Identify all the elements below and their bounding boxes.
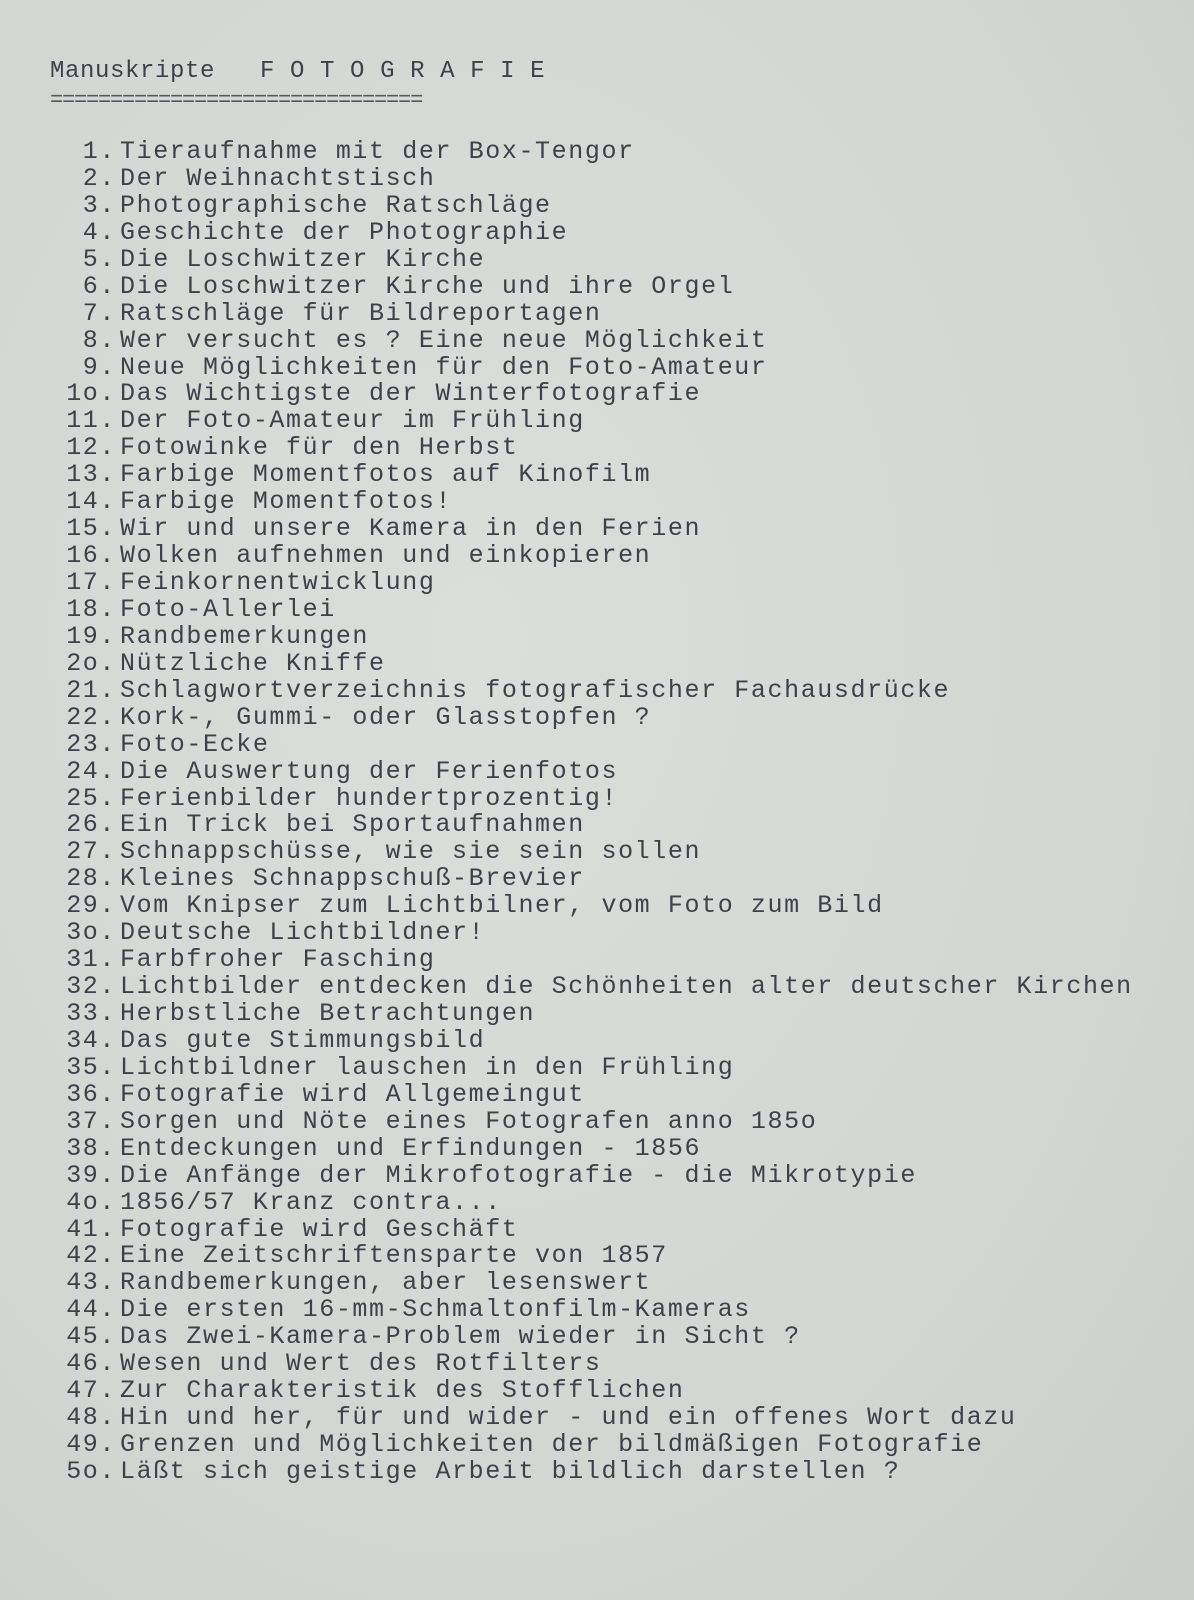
item-title: Fotografie wird Geschäft — [120, 1214, 519, 1244]
double-underline: =============================== — [50, 88, 423, 113]
item-number: 19. — [66, 621, 116, 651]
item-title: Hin und her, für und wider - und ein offenes Wort dazu — [120, 1403, 1017, 1433]
item-number: 14. — [66, 487, 116, 517]
item-number: 39. — [66, 1160, 116, 1190]
item-number: 24. — [66, 756, 116, 786]
item-number: 17. — [66, 568, 116, 597]
list-item — [48, 298, 1133, 328]
list-item — [48, 893, 1133, 920]
item-title: 1856/57 Kranz contra... — [120, 1187, 502, 1217]
item-title: Das gute Stimmungsbild — [120, 1025, 486, 1055]
item-number: 47. — [66, 1376, 116, 1406]
item-title: Ratschläge für Bildreportagen — [120, 298, 602, 328]
item-title: Farbfroher Fasching — [120, 945, 436, 975]
item-title: Feinkornentwicklung — [120, 568, 436, 597]
item-title: Das Zwei-Kamera-Problem wieder in Sicht ? — [120, 1322, 801, 1352]
item-title: Deutsche Lichtbildner! — [120, 918, 486, 948]
heading-label: Manuskripte — [50, 58, 216, 85]
list-item — [48, 839, 1133, 866]
item-number: 11. — [66, 406, 116, 436]
list-item — [48, 1025, 1133, 1055]
item-number: 18. — [66, 594, 116, 624]
item-number: 32. — [66, 972, 116, 1002]
item-number: 22. — [66, 702, 116, 732]
list-item — [48, 812, 1133, 839]
item-number: 2o. — [66, 648, 116, 678]
list-item — [48, 1160, 1133, 1190]
item-number: 35. — [66, 1052, 116, 1082]
item-number: 42. — [66, 1241, 116, 1271]
list-item — [48, 675, 1133, 705]
item-number: 1. — [82, 137, 116, 166]
item-title: Ein Trick bei Sportaufnahmen — [120, 810, 585, 840]
item-title: Der Foto-Amateur im Frühling — [120, 406, 585, 436]
item-number: 7. — [82, 298, 116, 328]
item-number: 8. — [82, 325, 116, 355]
list-item — [48, 1324, 1133, 1351]
list-item — [48, 920, 1133, 947]
heading-title: F O T O G R A F I E — [260, 58, 546, 85]
list-item — [48, 217, 1133, 247]
item-title: Wer versucht es ? Eine neue Möglichkeit — [120, 325, 768, 355]
page-heading — [50, 58, 545, 85]
list-item — [48, 489, 1133, 516]
item-number: 12. — [66, 433, 116, 463]
item-title: Entdeckungen und Erfindungen - 1856 — [120, 1133, 702, 1163]
list-item — [48, 381, 1133, 408]
list-item — [48, 1214, 1133, 1244]
item-number: 3o. — [66, 918, 116, 948]
item-number: 31. — [66, 945, 116, 975]
list-item — [48, 435, 1133, 462]
item-number: 4. — [82, 217, 116, 247]
item-number: 44. — [66, 1295, 116, 1325]
item-title: Randbemerkungen — [120, 621, 370, 651]
list-item — [48, 1405, 1133, 1432]
item-title: Wir und unsere Kamera in den Ferien — [120, 514, 702, 544]
item-number: 2. — [82, 163, 116, 193]
item-title: Die Anfänge der Mikrofotografie - die Mikrotypie — [120, 1160, 917, 1190]
item-title: Randbemerkungen, aber lesenswert — [120, 1268, 652, 1298]
item-number: 36. — [66, 1079, 116, 1109]
item-title: Tieraufnahme mit der Box-Tengor — [120, 137, 635, 166]
item-number: 28. — [66, 864, 116, 894]
item-title: Neue Möglichkeiten für den Foto-Amateur — [120, 352, 768, 382]
item-number: 6. — [82, 271, 116, 301]
item-number: 9. — [82, 352, 116, 382]
item-number: 5o. — [66, 1456, 116, 1486]
item-number: 25. — [66, 783, 116, 813]
item-title: Schnappschüsse, wie sie sein sollen — [120, 837, 702, 867]
list-item — [48, 1133, 1133, 1163]
item-title: Zur Charakteristik des Stofflichen — [120, 1376, 685, 1406]
item-title: Wolken aufnehmen und einkopieren — [120, 541, 652, 571]
item-title: Vom Knipser zum Lichtbilner, vom Foto zum Bild — [120, 891, 884, 921]
list-item — [48, 163, 1133, 193]
item-title: Foto-Ecke — [120, 729, 270, 759]
item-title: Geschichte der Photographie — [120, 217, 569, 247]
list-item — [48, 570, 1133, 597]
list-item — [48, 543, 1133, 570]
list-item — [48, 244, 1133, 274]
item-number: 41. — [66, 1214, 116, 1244]
item-number: 27. — [66, 837, 116, 867]
item-title: Lichtbilder entdecken die Schönheiten alter deutscher Kirchen — [120, 972, 1133, 1002]
list-item — [48, 139, 1133, 166]
list-item — [48, 325, 1133, 355]
item-title: Das Wichtigste der Winterfotografie — [120, 379, 702, 409]
item-title: Wesen und Wert des Rotfilters — [120, 1349, 602, 1379]
list-item — [48, 621, 1133, 651]
item-title: Photographische Ratschläge — [120, 190, 552, 220]
item-title: Farbige Momentfotos! — [120, 487, 453, 517]
list-item — [48, 783, 1133, 813]
list-item — [48, 1456, 1133, 1486]
list-item — [48, 1378, 1133, 1405]
item-title: Grenzen und Möglichkeiten der bildmäßigen Fotografie — [120, 1430, 984, 1459]
item-title: Schlagwortverzeichnis fotografischer Fachausdrücke — [120, 675, 951, 705]
item-number: 15. — [66, 514, 116, 544]
item-number: 46. — [66, 1349, 116, 1379]
list-item — [48, 866, 1133, 893]
list-item — [48, 462, 1133, 489]
item-number: 48. — [66, 1403, 116, 1433]
item-number: 38. — [66, 1133, 116, 1163]
list-item — [48, 516, 1133, 543]
list-item — [48, 1432, 1133, 1459]
item-title: Nützliche Kniffe — [120, 648, 386, 678]
item-title: Der Weihnachtstisch — [120, 163, 436, 193]
item-title: Foto-Allerlei — [120, 594, 336, 624]
item-number: 26. — [66, 810, 116, 840]
item-number: 23. — [66, 729, 116, 759]
list-item — [48, 1351, 1133, 1378]
item-number: 45. — [66, 1322, 116, 1352]
item-number: 21. — [66, 675, 116, 705]
item-title: Ferienbilder hundertprozentig! — [120, 783, 619, 813]
item-number: 5. — [82, 244, 116, 274]
list-item — [48, 1052, 1133, 1082]
list-item — [48, 974, 1133, 1001]
item-title: Fotowinke für den Herbst — [120, 433, 519, 463]
item-title: Herbstliche Betrachtungen — [120, 999, 536, 1028]
item-number: 49. — [66, 1430, 116, 1459]
list-item — [48, 1270, 1133, 1297]
list-item — [48, 648, 1133, 678]
list-item — [48, 756, 1133, 786]
list-item — [48, 352, 1133, 382]
item-title: Die Loschwitzer Kirche und ihre Orgel — [120, 271, 735, 301]
item-number: 43. — [66, 1268, 116, 1298]
item-title: Lichtbildner lauschen in den Frühling — [120, 1052, 735, 1082]
list-item — [48, 947, 1133, 974]
item-number: 29. — [66, 891, 116, 921]
item-title: Fotografie wird Allgemeingut — [120, 1079, 585, 1109]
list-item — [48, 1079, 1133, 1109]
item-number: 37. — [66, 1106, 116, 1136]
item-title: Läßt sich geistige Arbeit bildlich darstellen ? — [120, 1456, 901, 1486]
item-title: Die Loschwitzer Kirche — [120, 244, 486, 274]
list-item — [48, 1001, 1133, 1028]
item-title: Eine Zeitschriftensparte von 1857 — [120, 1241, 668, 1271]
list-item — [48, 190, 1133, 220]
item-title: Die ersten 16-mm-Schmaltonfilm-Kameras — [120, 1295, 751, 1325]
item-title: Die Auswertung der Ferienfotos — [120, 756, 619, 786]
list-item — [48, 408, 1133, 435]
list-item — [48, 1243, 1133, 1270]
item-number: 4o. — [66, 1187, 116, 1217]
item-number: 3. — [82, 190, 116, 220]
item-title: Kork-, Gummi- oder Glasstopfen ? — [120, 702, 652, 732]
item-number: 33. — [66, 999, 116, 1028]
item-title: Kleines Schnappschuß-Brevier — [120, 864, 585, 894]
list-item — [48, 729, 1133, 759]
item-number: 1o. — [66, 379, 116, 409]
list-item — [48, 271, 1133, 301]
list-item — [48, 702, 1133, 732]
list-item — [48, 1106, 1133, 1136]
item-title: Farbige Momentfotos auf Kinofilm — [120, 460, 652, 490]
item-number: 34. — [66, 1025, 116, 1055]
list-item — [48, 1297, 1133, 1324]
manuscript-list — [48, 139, 1133, 1486]
item-number: 13. — [66, 460, 116, 490]
item-number: 16. — [66, 541, 116, 571]
item-title: Sorgen und Nöte eines Fotografen anno 185o — [120, 1106, 818, 1136]
list-item — [48, 594, 1133, 624]
list-item — [48, 1187, 1133, 1217]
